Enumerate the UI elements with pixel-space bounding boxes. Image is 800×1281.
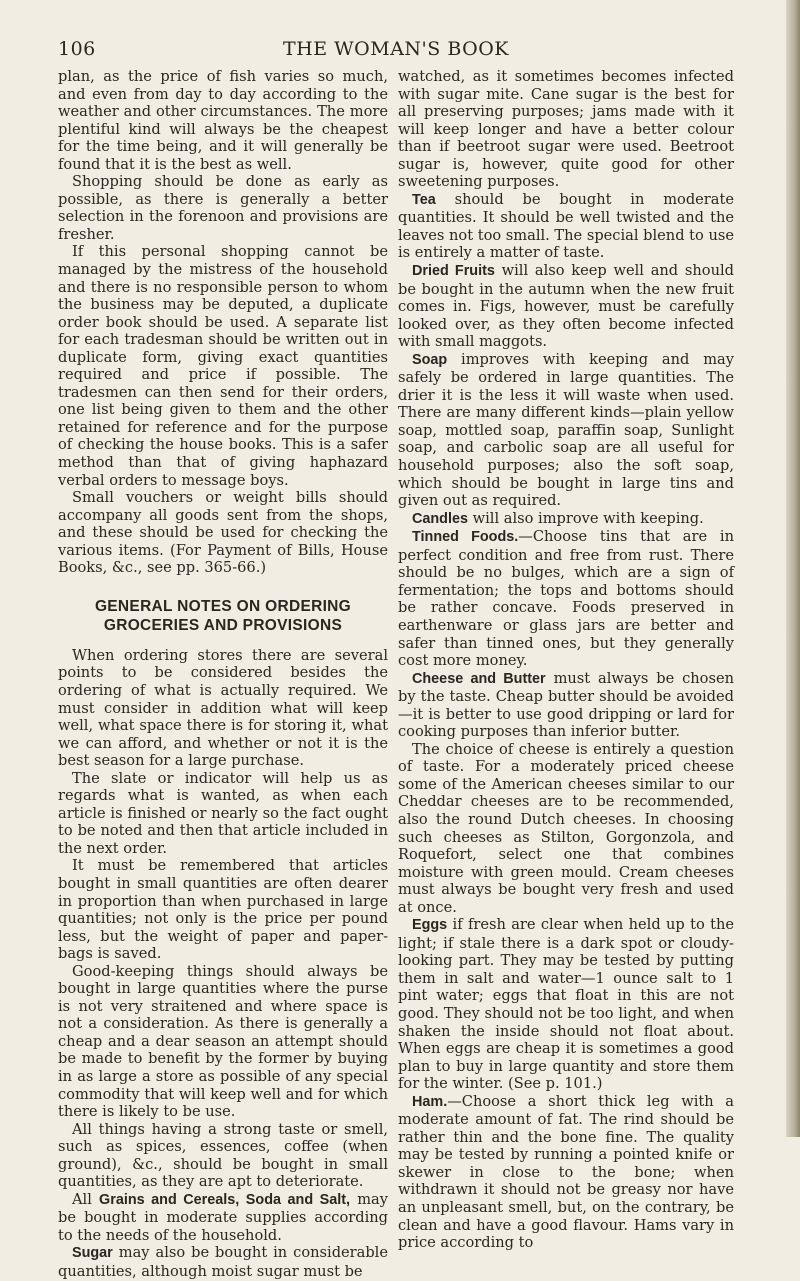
- keyword-sugar: Sugar: [72, 1245, 113, 1262]
- paragraph-tinned-foods: [398, 528, 734, 669]
- paragraph: Shopping should be done as early as possible, as there is generally a better selection in the forenoon and provisions are fresher.: [58, 173, 388, 243]
- text-run: —Choose tins that are in perfect condition and free from rust. There should be no bulges, which are a sign of fermentation; the tops and bottoms should be rather concave. Foods preserved in earthenware or glass jars are better and safer than tinned ones, but they generally cost more money.: [398, 528, 734, 670]
- paragraph-cheese-butter: [398, 670, 734, 741]
- section-heading: GENERAL NOTES ON ORDERING GROCERIES AND PROVISIONS: [94, 597, 352, 634]
- paragraph: The choice of cheese is entirely a question of taste. For a moderately priced cheese some of the American cheeses similar to our Cheddar cheeses are to be recommended, also the round Dutch cheeses. In choosing such cheeses as Stilton, Gorgonzola, and Roquefort, select one that combines moisture with green mould. Cream cheeses must always be bought very fresh and used at once.: [398, 740, 734, 916]
- right-column: [398, 68, 734, 1252]
- keyword-tea: Tea: [412, 191, 436, 208]
- paragraph: plan, as the price of fish varies so much, and even from day to day according to the weather and other circumstances. The more plentiful kind will always be the cheapest for the time being, and it will generally be found that it is the best as well.: [58, 68, 388, 173]
- paragraph: The slate or indicator will help us as regards what is wanted, as when each article is finished or nearly so the fact ought to be noted and then that article included in the next order.: [58, 769, 388, 857]
- text-run: may be bought in moderate supplies according to the needs of the household.: [58, 1190, 388, 1244]
- keyword-tinned-foods: Tinned Foods.: [412, 529, 519, 546]
- text-run: All: [72, 1190, 100, 1208]
- keyword-cheese-butter: Cheese and Butter: [412, 670, 546, 687]
- paragraph: If this personal shopping cannot be managed by the mistress of the household and there is no responsible person to whom the business may be deputed, a duplicate order book should be used. A separate list for each tradesman should be written out in duplicate form, giving exact quantities required and price if possible. The tradesmen can then send for their orders, one list being given to them and the other retained for reference and for the purpose of checking the house books. This is a safer method than that of giving haphazard verbal orders to message boys.: [58, 243, 388, 489]
- text-run: —Choose a short thick leg with a moderate amount of fat. The rind should be rather thin and the bone fine. The quality may be tested by running a pointed knife or skewer in close to the bone; when withdrawn it should not be greasy nor have an unpleasant smell, but, on the contrary, be clean and have a good flavour. Hams vary in price according to: [398, 1092, 734, 1252]
- paragraph: It must be remembered that articles bought in small quantities are often dearer in proportion than when purchased in large quantities; not only is the price per pound less, but the weight of paper and paper-bags is saved.: [58, 857, 388, 963]
- page-number: 106: [58, 38, 96, 60]
- keyword-eggs: Eggs: [412, 917, 448, 934]
- keyword-soap: Soap: [412, 351, 448, 368]
- keyword-ham: Ham.: [412, 1093, 448, 1110]
- text-run: should be bought in moderate quantities. It should be well twisted and the leaves not too small. The special blend to use is entirely a matter of taste.: [398, 190, 734, 262]
- text-run: improves with keeping and may safely be ordered in large quantities. The drier it is the less it will waste when used. There are many different kinds—plain yellow soap, mottled soap, paraffin soap, Sunlight soap, and carbolic soap are all useful for household purposes; also the soft soap, which should be bought in large tins and given out as required.: [398, 350, 734, 510]
- keyword-grains: Grains and Cereals, Soda and Salt,: [99, 1191, 351, 1208]
- paragraph-dried-fruits: [398, 262, 734, 351]
- keyword-dried-fruits: Dried Fruits: [412, 263, 495, 280]
- paragraph-sugar: [58, 1244, 388, 1280]
- text-run: may also be bought in considerable quantities, although moist sugar must be: [58, 1244, 388, 1280]
- text-run: if fresh are clear when held up to the light; if stale there is a dark spot or cloudy-looking part. They may be tested by putting them in salt and water—1 ounce salt to 1 pint water; eggs that float in this are not good. They should not be too light, and when shaken the inside should not float about. When eggs are cheap it is sometimes a good plan to buy in large quantity and store them for the winter. (See p. 101.): [398, 916, 734, 1093]
- text-run: will also improve with keeping.: [467, 509, 704, 527]
- paragraph: watched, as it sometimes becomes infected with sugar mite. Cane sugar is the best for all preserving purposes; jams made with it will keep longer and have a better colour than if beetroot sugar were used. Beetroot sugar is, however, quite good for other sweetening purposes.: [398, 68, 734, 191]
- paragraph-eggs: [398, 916, 734, 1092]
- paragraph-soap: [398, 351, 734, 510]
- paragraph-candles: [398, 510, 734, 529]
- paragraph-grains: [58, 1191, 388, 1245]
- paragraph: When ordering stores there are several points to be considered besides the ordering of what is actually required. We must consider in addition what will keep well, what space there is for storing it, what we can afford, and whether or not it is the best season for a large purchase.: [58, 646, 388, 770]
- left-column: [58, 68, 388, 1281]
- running-title: THE WOMAN'S BOOK: [283, 38, 509, 60]
- paragraph-ham: [398, 1093, 734, 1252]
- text-run: will also keep well and should be bought in the autumn when the new fruit comes in. Figs, however, must be carefully looked over, as they often become infected with small maggots.: [398, 262, 734, 351]
- keyword-candles: Candles: [412, 510, 468, 527]
- paragraph: All things having a strong taste or smell, such as spices, essences, coffee (when ground), &c., should be bought in small quantities, as they are apt to deteriorate.: [58, 1120, 388, 1191]
- page-edge: [786, 0, 800, 1137]
- page-header: [58, 38, 734, 62]
- paragraph: Small vouchers or weight bills should accompany all goods sent from the shops, and these should be used for checking the various items. (For Payment of Bills, House Books, &c., see pp. 365-66.): [58, 489, 388, 577]
- paragraph: Good-keeping things should always be bought in large quantities where the purse is not very straitened and where space is not a consideration. As there is generally a cheap and a dear season an attempt should be made to benefit by the former by buying in as large a store as possible of any special commodity that will keep well and for which there is likely to be use.: [58, 962, 388, 1121]
- text-run: must always be chosen by the taste. Cheap butter should be avoided—it is better to use good dripping or lard for cooking purposes than inferior butter.: [398, 669, 734, 741]
- paragraph-tea: [398, 191, 734, 262]
